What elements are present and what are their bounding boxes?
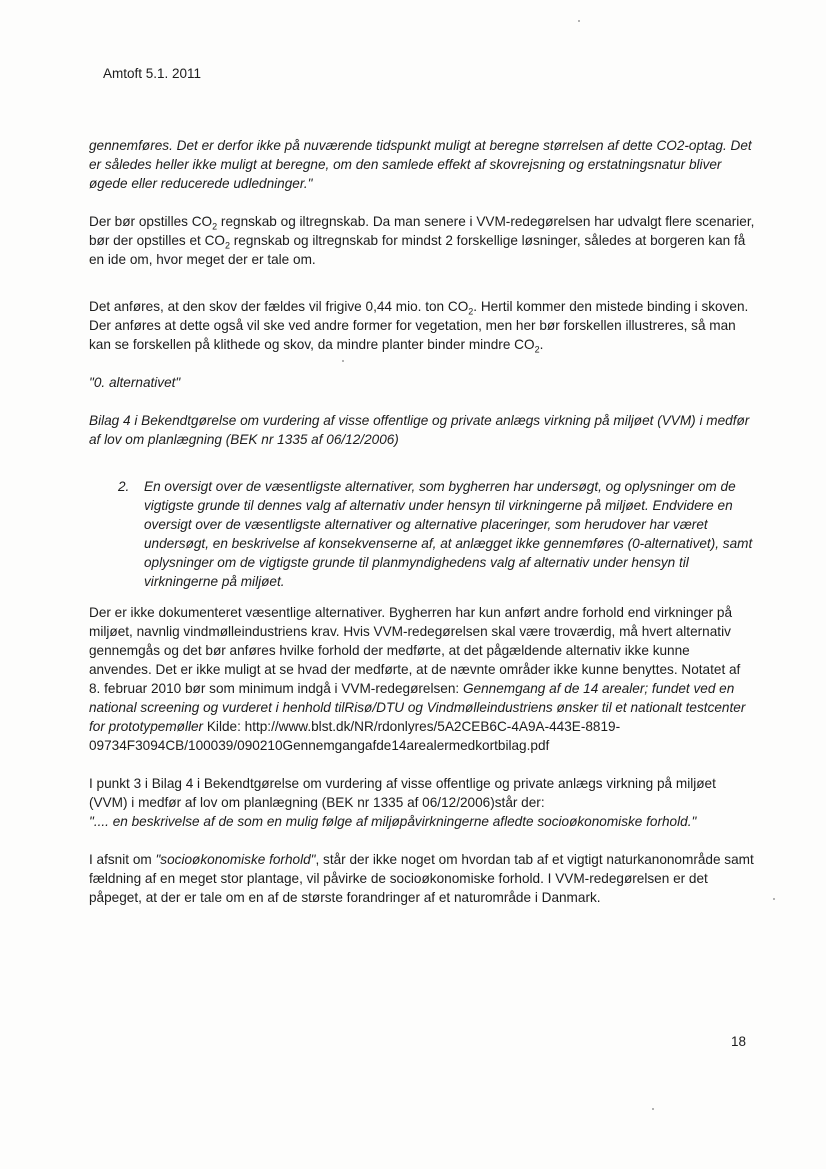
section-heading: "0. alternativet" xyxy=(89,375,181,390)
scan-speck xyxy=(652,1108,654,1110)
notat-title: Gennemgang af de 14 arealer; fundet ved en national screening og vurderet i henhold tilRisø/DTU og Vindmølleindustriens ønsker til et nationalt testcenter for prototypemøller xyxy=(89,681,746,734)
page-body xyxy=(89,136,755,907)
numbered-list-item xyxy=(118,477,755,591)
scan-speck xyxy=(342,360,344,362)
page-header: Amtoft 5.1. 2011 xyxy=(103,66,202,81)
scan-speck xyxy=(578,20,580,22)
list-number: 2. xyxy=(118,479,130,494)
scan-speck xyxy=(773,898,775,900)
bilag-reference: Bilag 4 i Bekendtgørelse om vurdering af visse offentlige og private anlægs virkning på miljøet (VVM) i medfør af lov om planlægning (BEK nr 1335 af 06/12/2006) xyxy=(89,413,750,447)
alternatives-paragraph: Der er ikke dokumenteret væsentlige alternativer. Bygherren har kun anført andre forhold end virkninger på miljøet, navnlig vindmølleindustriens krav. Hvis VVM-redegørelsen skal være troværdig, må hvert alternativ gennemgås og det bør anføres hvilke forhold der medførte, at det pågældende alternativ ikke kunne anvendes. Det er ikke muligt at se hvad der medførte, at de nævnte områder ikke kunne benyttes. Notatet af 8. februar 2010 bør som minimum indgå i VVM-redegørelsen: Gennemgang af de 14 arealer; fundet ved en national screening og vurderet i henhold tilRisø/DTU og Vindmølleindustriens ønsker til et nationalt testcenter for prototypemøller Kilde: http://www.blst.dk/NR/rdonlyres/5A2CEB6C-4A9A-443E-8819-09734F3094CB/100039/090210Gennemgangafde14arealermedkortbilag.pdf xyxy=(89,605,746,753)
forest-release-paragraph: Det anføres, at den skov der fældes vil frigive 0,44 mio. ton $CO_2$. Hertil kommer den mistede binding i skoven. Der anføres at dette også vil ske ved andre former for vegetation, men her bør forskellen illustreres, så man kan se forskellen på klithede og skov, da mindre planter binder mindre $CO_2$. xyxy=(89,299,749,355)
bilag-quote: ".... en beskrivelse af de som en mulig følge af miljøpåvirkningerne afledte socioøkonomiske forhold." xyxy=(89,814,697,829)
page-number: 18 xyxy=(731,1034,747,1049)
socioeconomic-paragraph: I afsnit om "socioøkonomiske forhold", står der ikke noget om hvordan tab af et vigtigt naturkanonområde samt fældning af en meget stor plantage, vil påvirke de socioøkonomiske forhold. I VVM-redegørelsen er det påpeget, at der er tale om en af de største forandringer af et naturområde i Danmark. xyxy=(89,852,754,905)
list-item-text: En oversigt over de væsentligste alternativer, som bygherren har undersøgt, og oplysninger om de vigtigste grunde til dennes valg af alternativ under hensyn til virkningerne på miljøet. Endvidere en oversigt over de væsentligste alternativer og alternative placeringer, som herudover har været undersøgt, en beskrivelse af konsekvenserne af, at anlægget ikke gennemføres (0-alternativet), samt oplysninger om de vigtigste grunde til planmyndighedens valg af alternativ under hensyn til virkningerne på miljøet. xyxy=(144,479,753,589)
bilag-point-3-paragraph: I punkt 3 i Bilag 4 i Bekendtgørelse om vurdering af visse offentlige og private anlægs virkning på miljøet (VVM) i medfør af lov om planlægning (BEK nr 1335 af 06/12/2006)står der: xyxy=(89,776,716,810)
source-link-text: Kilde: http://www.blst.dk/NR/rdonlyres/5A2CEB6C-4A9A-443E-8819-09734F3094CB/100039/090210Gennemgangafde14arealermedkortbilag.pdf xyxy=(89,719,621,753)
quoted-paragraph: gennemføres. Det er derfor ikke på nuværende tidspunkt muligt at beregne størrelsen af dette CO2-optag. Det er således heller ikke muligt at beregne, om den samlede effekt af skovrejsning og erstatningsnatur bliver øgede eller reducerede udledninger." xyxy=(89,138,752,191)
co2-accounting-paragraph: Der bør opstilles $CO_2$ regnskab og iltregnskab. Da man senere i VVM-redegørelsen har udvalgt flere scenarier, bør der opstilles et $CO_2$ regnskab og iltregnskab for mindst 2 forskellige løsninger, således at borgeren kan få en ide om, hvor meget der er tale om. xyxy=(89,214,755,267)
